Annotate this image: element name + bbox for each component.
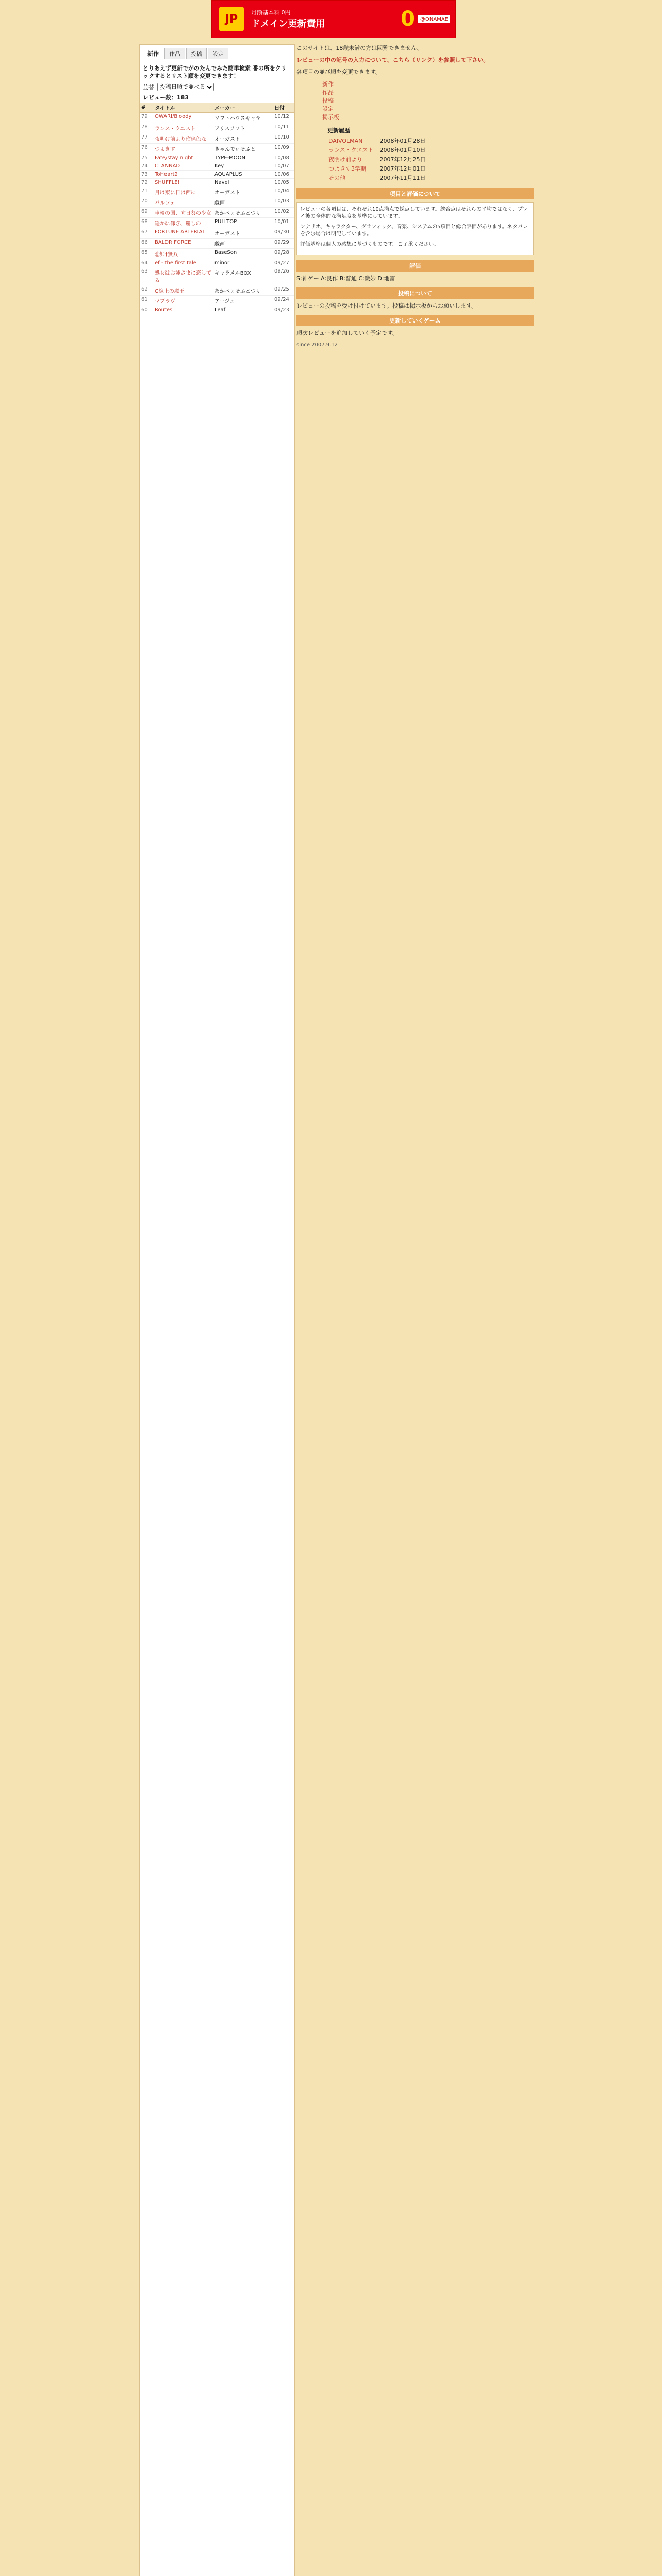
history-date: 2008年01月28日 [379, 138, 426, 144]
history-table [327, 135, 432, 183]
rating-rules [296, 202, 534, 255]
cell-date: 10/10 [273, 133, 294, 144]
tab-post[interactable]: 投稿 [186, 48, 207, 59]
cell-date: 10/08 [273, 154, 294, 162]
col-no[interactable]: # [140, 103, 153, 113]
table-row[interactable] [140, 171, 294, 179]
cell-title[interactable]: ef - the first tale. [153, 259, 213, 267]
history-name[interactable]: つよきす3学期 [328, 165, 366, 172]
cell-no: 68 [140, 218, 153, 228]
history-row [328, 164, 431, 173]
cell-maker: きゃんでぃそふと [213, 144, 273, 154]
notation-note: レビューの中の記号の入力について、こちら（リンク）を参照して下さい。 [296, 57, 489, 63]
cell-title[interactable]: パルフェ [153, 197, 213, 208]
rule-text: レビューの各項目は、それぞれ10点満点で採点しています。総合点はそれらの平均ではなく、プレイ後の全体的な満足度を基準にしています。 [300, 207, 528, 219]
history-date: 2007年12月25日 [379, 156, 426, 163]
section-rank: 評価 [296, 260, 534, 272]
cell-date: 09/27 [273, 259, 294, 267]
cell-no: 65 [140, 249, 153, 259]
banner-line1: 月額基本料 0円 [251, 9, 291, 16]
site-menu [322, 80, 534, 121]
history-row [328, 155, 431, 163]
table-row[interactable] [140, 259, 294, 267]
history-row [328, 137, 431, 145]
tab-new[interactable]: 新作 [143, 48, 163, 59]
cell-no: 63 [140, 267, 153, 285]
age-warning: このサイトは、18歳未満の方は閲覧できません。 [296, 45, 423, 52]
history-name[interactable]: DAIVOLMAN [328, 137, 363, 144]
cell-title[interactable]: つよきす [153, 144, 213, 154]
list-intro: とりあえず更新でがのたんでみた簡単検索 番の所をクリックするとリスト順を変更できます！ [143, 65, 287, 79]
cell-date: 09/24 [273, 296, 294, 306]
table-row[interactable] [140, 239, 294, 249]
cell-title[interactable]: 車輪の国、向日葵の少女 [153, 208, 213, 218]
table-row[interactable] [140, 267, 294, 285]
menu-item-post[interactable]: 投稿 [322, 97, 334, 104]
cell-maker: オーガスト [213, 228, 273, 239]
cell-maker: オーガスト [213, 133, 273, 144]
table-row[interactable] [140, 179, 294, 187]
review-list-panel [139, 44, 295, 2576]
cell-date: 09/25 [273, 285, 294, 296]
table-row[interactable] [140, 162, 294, 171]
sort-control [140, 82, 294, 92]
table-row[interactable] [140, 249, 294, 259]
history-name[interactable]: ランス・クエスト [328, 147, 374, 154]
cell-no: 75 [140, 154, 153, 162]
col-maker[interactable]: メーカー [213, 103, 273, 113]
cell-no: 70 [140, 197, 153, 208]
cell-maker: Navel [213, 179, 273, 187]
col-title[interactable]: タイトル [153, 103, 213, 113]
cell-title[interactable]: CLANNAD [153, 162, 213, 171]
cell-date: 10/11 [273, 123, 294, 133]
tab-settings[interactable]: 設定 [208, 48, 228, 59]
cell-date: 10/07 [273, 162, 294, 171]
cell-date: 10/05 [273, 179, 294, 187]
cell-no: 76 [140, 144, 153, 154]
cell-no: 60 [140, 306, 153, 314]
cell-no: 66 [140, 239, 153, 249]
cell-title[interactable]: 処女はお姉さまに恋してる [153, 267, 213, 285]
cell-no: 74 [140, 162, 153, 171]
jp-logo: JP [219, 7, 244, 31]
cell-date: 10/06 [273, 171, 294, 179]
table-row[interactable] [140, 113, 294, 123]
menu-item-board[interactable]: 掲示板 [322, 114, 339, 121]
cell-maker: minori [213, 259, 273, 267]
cell-maker: アージュ [213, 296, 273, 306]
cell-date: 10/01 [273, 218, 294, 228]
history-date: 2008年01月10日 [379, 147, 426, 154]
rule-text: 評価基準は個人の感想に基づくものです。ご了承ください。 [300, 242, 439, 247]
col-date[interactable]: 日付 [273, 103, 294, 113]
cell-title[interactable]: ToHeart2 [153, 171, 213, 179]
table-row[interactable] [140, 123, 294, 133]
cell-date: 10/12 [273, 113, 294, 123]
history-row [328, 146, 431, 154]
cell-date: 10/09 [273, 144, 294, 154]
cell-date: 10/02 [273, 208, 294, 218]
table-row[interactable] [140, 285, 294, 296]
cell-no: 67 [140, 228, 153, 239]
menu-item-new[interactable]: 新作 [322, 81, 334, 88]
cell-date: 09/28 [273, 249, 294, 259]
cell-date: 10/03 [273, 197, 294, 208]
post-text: レビューの投稿を受け付けています。投稿は掲示板からお願いします。 [296, 302, 477, 309]
cell-date: 09/30 [273, 228, 294, 239]
cell-maker: Leaf [213, 306, 273, 314]
section-rating-items: 項目と評価について [296, 188, 534, 199]
table-row[interactable] [140, 154, 294, 162]
banner-price: 0 [401, 7, 416, 31]
table-row[interactable] [140, 296, 294, 306]
cell-maker: TYPE-MOON [213, 154, 273, 162]
cell-no: 64 [140, 259, 153, 267]
update-text: 順次レビューを追加していく予定です。 [296, 330, 399, 336]
cell-no: 73 [140, 171, 153, 179]
menu-item-works[interactable]: 作品 [322, 89, 334, 96]
tab-works[interactable]: 作品 [164, 48, 185, 59]
cell-maker: オーガスト [213, 187, 273, 197]
cell-title[interactable]: OWARI/Bloody [153, 113, 213, 123]
table-row[interactable] [140, 133, 294, 144]
history-title: 更新履歴 [327, 127, 350, 134]
cell-title[interactable]: 遥かに仰ぎ、麗しの [153, 218, 213, 228]
history-name[interactable]: 夜明け前より [328, 156, 362, 163]
cell-no: 72 [140, 179, 153, 187]
section-upcoming: 更新していくゲーム [296, 315, 534, 326]
rank-text: S:神ゲー A:良作 B:普通 C:微妙 D:地雷 [296, 275, 395, 282]
history-name[interactable]: その他 [328, 175, 345, 181]
table-row[interactable] [140, 144, 294, 154]
cell-title[interactable]: 月は東に日は西に [153, 187, 213, 197]
cell-title[interactable]: SHUFFLE! [153, 179, 213, 187]
rule-text: シナリオ、キャラクター、グラフィック、音楽、システムの5項目と総合評価があります。ネタバレを含む場合は明記しています。 [300, 224, 528, 237]
cell-title[interactable]: 夜明け前より瑠璃色な [153, 133, 213, 144]
cell-date: 09/29 [273, 239, 294, 249]
cell-maker: 戯画 [213, 197, 273, 208]
cell-title[interactable]: 恋姫†無双 [153, 249, 213, 259]
cell-title[interactable]: FORTUNE ARTERIAL [153, 228, 213, 239]
cell-no: 69 [140, 208, 153, 218]
table-row[interactable] [140, 306, 294, 314]
menu-item-settings[interactable]: 設定 [322, 106, 334, 112]
cell-no: 62 [140, 285, 153, 296]
cell-no: 79 [140, 113, 153, 123]
review-count: レビュー数：183 [143, 94, 189, 101]
history-row [328, 174, 431, 182]
cell-no: 77 [140, 133, 153, 144]
cell-maker: BaseSon [213, 249, 273, 259]
section-post: 投稿について [296, 287, 534, 299]
cell-maker: AQUAPLUS [213, 171, 273, 179]
info-panel [296, 44, 534, 2576]
cell-maker: ソフトハウスキャラ [213, 113, 273, 123]
history-date: 2007年12月01日 [379, 165, 426, 172]
update-history [327, 126, 534, 183]
cell-maker: アリスソフト [213, 123, 273, 133]
cell-maker: キャラメルBOX [213, 267, 273, 285]
cell-date: 09/26 [273, 267, 294, 285]
banner-line2: ドメイン更新費用 [251, 19, 325, 29]
cell-title[interactable]: Routes [153, 306, 213, 314]
table-header [140, 103, 294, 113]
table-row[interactable] [140, 228, 294, 239]
cell-maker: あかべぇそふとつぅ [213, 285, 273, 296]
cell-title[interactable]: BALDR FORCE [153, 239, 213, 249]
cell-no: 61 [140, 296, 153, 306]
history-date: 2007年11月11日 [379, 175, 426, 181]
table-row[interactable] [140, 208, 294, 218]
cell-title[interactable]: Fate/stay night [153, 154, 213, 162]
sort-label: 並替 [143, 84, 154, 91]
banner-brand: @ONAMAE [418, 15, 450, 23]
cell-date: 10/04 [273, 187, 294, 197]
review-table [140, 103, 294, 314]
sort-note: 各項目の並び順を変更できます。 [296, 69, 382, 75]
footer-since: since 2007.9.12 [296, 342, 338, 348]
sort-select[interactable] [157, 83, 214, 91]
cell-maker: あかべぇそふとつぅ [213, 208, 273, 218]
cell-maker: Key [213, 162, 273, 171]
cell-date: 09/23 [273, 306, 294, 314]
tab-bar [140, 45, 294, 62]
cell-no: 71 [140, 187, 153, 197]
cell-maker: PULLTOP [213, 218, 273, 228]
table-row[interactable] [140, 187, 294, 197]
cell-title[interactable]: G線上の魔王 [153, 285, 213, 296]
table-row[interactable] [140, 197, 294, 208]
table-row[interactable] [140, 218, 294, 228]
cell-title[interactable]: ランス・クエスト [153, 123, 213, 133]
ad-banner[interactable] [211, 0, 456, 38]
cell-maker: 戯画 [213, 239, 273, 249]
cell-no: 78 [140, 123, 153, 133]
cell-title[interactable]: マブラヴ [153, 296, 213, 306]
